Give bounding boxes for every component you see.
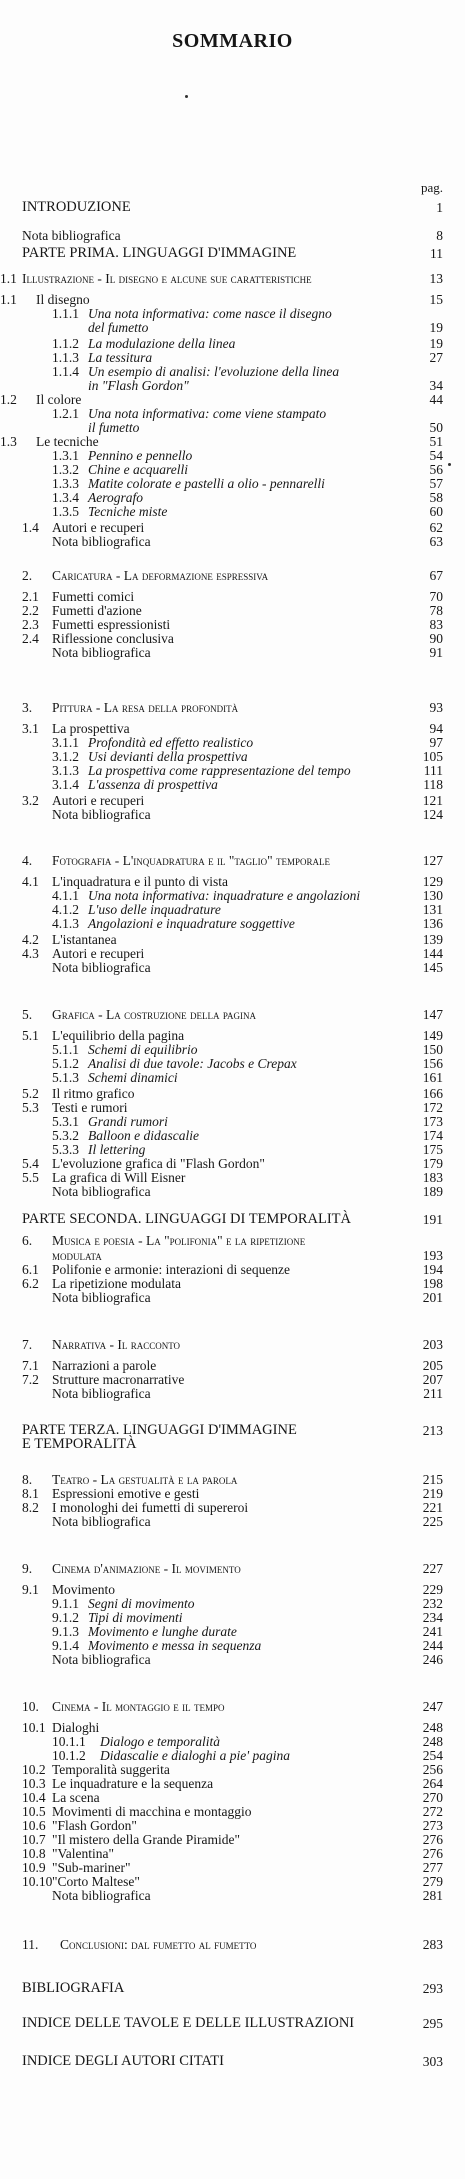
toc-entry-page: 191: [422, 1212, 443, 1227]
toc-entry-page: 111: [423, 763, 443, 778]
toc-entry-number: 1.3.2: [52, 462, 79, 477]
toc-entry-page: 303: [422, 2054, 443, 2069]
toc-entry-title: Nota bibliografica: [22, 228, 121, 243]
toc-entry-page: 121: [422, 793, 443, 808]
toc-entry-title: I monologhi dei fumetti di supereroi: [52, 1500, 249, 1515]
toc-entry-number: 3.1.3: [52, 763, 79, 778]
toc-entry-title: Pennino e pennello: [88, 448, 193, 463]
toc-entry-number: 1.1.4: [52, 364, 79, 379]
toc-entry-title: Narrativa - Il racconto: [52, 1337, 181, 1352]
toc-entry-number: 3.1.4: [52, 777, 79, 792]
toc-entry-title: L'istantanea: [52, 932, 117, 947]
toc-entry-title: Balloon e didascalie: [88, 1128, 199, 1143]
toc-entry-page: 136: [422, 916, 443, 931]
toc-entry-title: Temporalità suggerita: [52, 1762, 170, 1777]
toc-entry-title: Le tecniche: [36, 434, 99, 449]
toc-entry-page: 225: [422, 1514, 443, 1529]
toc-entry-number: 1.1.2: [52, 336, 79, 351]
toc-entry-page: 83: [429, 617, 443, 632]
toc-entry-page: 193: [422, 1248, 443, 1263]
toc-entry-number: 10.4: [22, 1790, 46, 1805]
toc-entry-number: 9.1.1: [52, 1596, 79, 1611]
toc-entry-title: Teatro - La gestualità e la parola: [52, 1472, 238, 1487]
toc-entry-title: Caricatura - La deformazione espressiva: [52, 568, 269, 583]
toc-entry-title: L'evoluzione grafica di "Flash Gordon": [52, 1156, 265, 1171]
toc-entry-title: Didascalie e dialoghi a pie' pagina: [100, 1748, 290, 1763]
toc-entry-page: 51: [429, 434, 443, 449]
toc-entry-title: BIBLIOGRAFIA: [22, 1980, 125, 1996]
toc-entry-title: INTRODUZIONE: [22, 199, 131, 215]
toc-entry-page: 175: [422, 1142, 443, 1157]
toc-entry-number: 5.1: [22, 1028, 39, 1043]
toc-entry-page: 166: [422, 1086, 443, 1101]
toc-entry-title: La prospettiva come rappresentazione del tempo: [88, 763, 351, 778]
toc-entry-title: Nota bibliografica: [52, 1652, 151, 1667]
toc-entry-number: 2.: [22, 568, 33, 583]
toc-entry-title: Testi e rumori: [52, 1100, 128, 1115]
toc-entry-title: "Corto Maltese": [52, 1874, 140, 1889]
toc-entry-number: 6.2: [22, 1276, 39, 1291]
toc-entry-number: 4.: [22, 853, 33, 868]
toc-entry-page: 19: [429, 336, 443, 351]
toc-entry-number: 1.1: [0, 292, 17, 307]
toc-entry-page: 248: [422, 1720, 443, 1735]
toc-entry-page: 131: [422, 902, 443, 917]
toc-entry-page: 234: [422, 1610, 443, 1625]
toc-entry-page: 1: [436, 200, 443, 215]
toc-entry-number: 10.10: [22, 1874, 53, 1889]
toc-entry-title: Movimento e lunghe durate: [88, 1624, 237, 1639]
toc-entry-number: 1.3.4: [52, 490, 79, 505]
toc-entry-title: "Il mistero della Grande Piramide": [52, 1832, 240, 1847]
toc-entry-number: 9.1.3: [52, 1624, 79, 1639]
toc-entry-number: 10.9: [22, 1860, 46, 1875]
toc-entry-title: PARTE TERZA. LINGUAGGI D'IMMAGINE: [22, 1422, 297, 1438]
toc-entry-page: 13: [429, 271, 443, 286]
toc-entry-number: 3.: [22, 700, 33, 715]
toc-entry-number: 2.3: [22, 617, 39, 632]
toc-entry-title: "Flash Gordon": [52, 1818, 137, 1833]
toc-entry-number: 10.2: [22, 1762, 46, 1777]
toc-entry-number: 5.: [22, 1007, 33, 1022]
toc-entry-page: 179: [422, 1156, 443, 1171]
toc-entry-title: Nota bibliografica: [52, 960, 151, 975]
toc-entry-number: 9.1.4: [52, 1638, 79, 1653]
toc-entry-page: 27: [429, 350, 443, 365]
toc-entry-number: 1.3.3: [52, 476, 79, 491]
toc-entry-title: Illustrazione - Il disegno e alcune sue caratteristiche: [22, 271, 312, 286]
toc-entry-number: 10.5: [22, 1804, 46, 1819]
toc-entry-number: 10.8: [22, 1846, 46, 1861]
toc-entry-page: 211: [423, 1386, 443, 1401]
toc-entry-page: 156: [422, 1056, 443, 1071]
toc-entry-title: Una nota informativa: come nasce il disegno: [88, 306, 332, 321]
toc-entry-title: La prospettiva: [52, 721, 130, 736]
toc-entry-title: La scena: [52, 1790, 100, 1805]
toc-entry-page: 150: [422, 1042, 443, 1057]
toc-entry-number: 3.1: [22, 721, 39, 736]
toc-entry-title: La tessitura: [88, 350, 153, 365]
toc-entry-page: 207: [422, 1372, 443, 1387]
toc-entry-number: 5.1.3: [52, 1070, 79, 1085]
toc-entry-number: 3.2: [22, 793, 39, 808]
toc-entry-title: Nota bibliografica: [52, 1514, 151, 1529]
toc-entry-number: 9.: [22, 1561, 33, 1576]
toc-entry-number: 1.1: [0, 271, 17, 286]
toc-entry-title: Nota bibliografica: [52, 1184, 151, 1199]
toc-entry-number: 4.1.2: [52, 902, 79, 917]
toc-entry-page: 264: [422, 1776, 443, 1791]
toc-entry-title: Nota bibliografica: [52, 534, 151, 549]
toc-entry-title: Tecniche miste: [88, 504, 168, 519]
toc-entry-number: 2.2: [22, 603, 39, 618]
page-column-label: pag.: [420, 180, 443, 195]
toc-entry-title: Riflessione conclusiva: [52, 631, 174, 646]
toc-entry-title: PARTE PRIMA. LINGUAGGI D'IMMAGINE: [22, 245, 297, 261]
toc-entry-number: 1.3: [0, 434, 17, 449]
toc-entry-title: Il lettering: [88, 1142, 146, 1157]
toc-entry-number: 1.2: [0, 392, 17, 407]
toc-entry-page: 19: [429, 320, 443, 335]
toc-entry-number: 11.: [22, 1937, 39, 1952]
toc-entry-page: 50: [429, 420, 443, 435]
toc-entry-title: Dialogo e temporalità: [100, 1734, 220, 1749]
toc-entry-title: Autori e recuperi: [52, 946, 145, 961]
toc-entry-number: 10.6: [22, 1818, 46, 1833]
toc-entry-page: 198: [422, 1276, 443, 1291]
toc-entry-page: 254: [422, 1748, 443, 1763]
toc-entry-title: Profondità ed effetto realistico: [88, 735, 254, 750]
toc-entry-title: Nota bibliografica: [52, 645, 151, 660]
toc-entry-title: Autori e recuperi: [52, 520, 145, 535]
toc-entry-page: 78: [429, 603, 443, 618]
toc-entry-number: 5.3.3: [52, 1142, 79, 1157]
toc-entry-number: 9.1: [22, 1582, 39, 1597]
toc-entry-number: 1.4: [22, 520, 39, 535]
toc-entry-number: 1.2.1: [52, 406, 79, 421]
toc-entry-page: 145: [422, 960, 443, 975]
toc-entry-title: "Valentina": [52, 1846, 115, 1861]
toc-entry-title: Una nota informativa: inquadrature e angolazioni: [88, 888, 361, 903]
toc-entry-number: 4.1.3: [52, 916, 79, 931]
toc-entry-title: E TEMPORALITÀ: [22, 1436, 137, 1452]
toc-entry-number: 8.1: [22, 1486, 39, 1501]
toc-entry-number: 10.7: [22, 1832, 46, 1847]
toc-entry-title: Angolazioni e inquadrature soggettive: [88, 916, 295, 931]
toc-entry-number: 4.3: [22, 946, 39, 961]
toc-entry-page: 205: [422, 1358, 443, 1373]
toc-entry-page: 58: [429, 490, 443, 505]
toc-entry-number: 3.1.2: [52, 749, 79, 764]
toc-entry-page: 201: [422, 1290, 443, 1305]
toc-entry-page: 229: [422, 1582, 443, 1597]
toc-entry-page: 97: [429, 735, 443, 750]
toc-entry-number: 7.2: [22, 1372, 39, 1387]
toc-entry-page: 147: [422, 1007, 443, 1022]
toc-entry-page: 60: [429, 504, 443, 519]
toc-entry-page: 173: [422, 1114, 443, 1129]
toc-entry-page: 232: [422, 1596, 443, 1611]
toc-entry-title: Aerografo: [88, 490, 143, 505]
toc-entry-page: 129: [422, 874, 443, 889]
toc-entry-page: 54: [429, 448, 443, 463]
toc-entry-title: Tipi di movimenti: [88, 1610, 183, 1625]
toc-entry-title: Le inquadrature e la sequenza: [52, 1776, 214, 1791]
toc-entry-number: 10.1: [22, 1720, 46, 1735]
toc-entry-title: Autori e recuperi: [52, 793, 145, 808]
toc-entry-page: 11: [430, 246, 443, 261]
toc-entry-page: 8: [436, 228, 443, 243]
toc-entry-number: 1.1.3: [52, 350, 79, 365]
toc-entry-page: 90: [429, 631, 443, 646]
toc-entry-page: 63: [429, 534, 443, 549]
toc-entry-title: Fotografia - L'inquadratura e il "taglio" temporale: [52, 853, 331, 868]
toc-entry-number: 5.3: [22, 1100, 39, 1115]
toc-entry-page: 256: [422, 1762, 443, 1777]
toc-entry-title: Conclusioni: dal fumetto al fumetto: [60, 1937, 257, 1952]
toc-entry-number: 5.4: [22, 1156, 39, 1171]
toc-entry-page: 91: [429, 645, 443, 660]
toc-entry-number: 5.2: [22, 1086, 39, 1101]
toc-entry-title: INDICE DEGLI AUTORI CITATI: [22, 2053, 224, 2069]
toc-entry-number: 10.1.2: [52, 1748, 86, 1763]
toc-entry-title: Fumetti comici: [52, 589, 135, 604]
toc-entry-page: 149: [422, 1028, 443, 1043]
toc-entry-number: 4.1.1: [52, 888, 79, 903]
toc-entry-title: PARTE SECONDA. LINGUAGGI DI TEMPORALITÀ: [22, 1211, 352, 1227]
toc-entry-title: Grandi rumori: [88, 1114, 168, 1129]
toc-entry-title: La ripetizione modulata: [52, 1276, 181, 1291]
toc-entry-number: 2.1: [22, 589, 39, 604]
toc-entry-number: 7.1: [22, 1358, 39, 1373]
toc-entry-title: Il ritmo grafico: [52, 1086, 135, 1101]
toc-entry-page: 279: [422, 1874, 443, 1889]
toc-entry-title: Polifonie e armonie: interazioni di sequenze: [52, 1262, 291, 1277]
toc-entry-title: Nota bibliografica: [52, 1888, 151, 1903]
toc-entry-page: 221: [422, 1500, 443, 1515]
toc-entry-page: 295: [422, 2016, 443, 2031]
toc-entry-title: Schemi dinamici: [88, 1070, 178, 1085]
toc-entry-title: Analisi di due tavole: Jacobs e Crepax: [88, 1056, 297, 1071]
toc-entry-title: Chine e acquarelli: [88, 462, 188, 477]
toc-entry-page: 161: [422, 1070, 443, 1085]
toc-entry-page: 272: [422, 1804, 443, 1819]
toc-entry-number: 6.1: [22, 1262, 39, 1277]
toc-entry-title: Nota bibliografica: [52, 1386, 151, 1401]
stray-dot: [448, 463, 451, 466]
toc-entry-number: 10.3: [22, 1776, 46, 1791]
toc-entry-title: Cinema - Il montaggio e il tempo: [52, 1699, 225, 1714]
toc-entry-title: Fumetti espressionisti: [52, 617, 171, 632]
toc-entry-title: Espressioni emotive e gesti: [52, 1486, 200, 1501]
toc-entry-title: Una nota informativa: come viene stampato: [88, 406, 327, 421]
toc-entry-page: 93: [429, 700, 443, 715]
toc-entry-title: Pittura - La resa della profondità: [52, 700, 239, 715]
toc-entry-number: 1.3.1: [52, 448, 79, 463]
toc-entry-title: L'inquadratura e il punto di vista: [52, 874, 229, 889]
toc-entry-page: 248: [422, 1734, 443, 1749]
toc-entry-page: 44: [429, 392, 443, 407]
toc-entry-title: Un esempio di analisi: l'evoluzione della linea: [88, 364, 340, 379]
toc-entry-page: 213: [422, 1423, 443, 1438]
toc-entry-page: 276: [422, 1832, 443, 1847]
toc-entry-page: 172: [422, 1100, 443, 1115]
toc-entry-number: 6.: [22, 1233, 33, 1248]
toc-entry-title: Movimento e messa in sequenza: [88, 1638, 262, 1653]
toc-entry-title: L'equilibrio della pagina: [52, 1028, 185, 1043]
toc-entry-title: Il disegno: [36, 292, 90, 307]
toc-entry-title: Schemi di equilibrio: [88, 1042, 198, 1057]
toc-entry-page: 94: [429, 721, 443, 736]
toc-entry-title: Matite colorate e pastelli a olio - pennarelli: [88, 476, 325, 491]
toc-entry-page: 105: [422, 749, 443, 764]
toc-entry-page: 247: [422, 1699, 443, 1714]
page-title: SOMMARIO: [172, 30, 293, 52]
toc-entry-number: 9.1.2: [52, 1610, 79, 1625]
toc-entry-page: 273: [422, 1818, 443, 1833]
toc-entry-title: Movimento: [52, 1582, 115, 1597]
toc-entry-number: 5.3.1: [52, 1114, 79, 1129]
toc-entry-number: 8.2: [22, 1500, 39, 1515]
toc-entry-number: 5.1.2: [52, 1056, 79, 1071]
toc-entry-title: del fumetto: [88, 320, 149, 335]
toc-entry-title: La modulazione della linea: [88, 336, 236, 351]
toc-entry-number: 2.4: [22, 631, 39, 646]
toc-entry-number: 4.2: [22, 932, 39, 947]
toc-entry-page: 241: [422, 1624, 443, 1639]
toc-entry-title: Nota bibliografica: [52, 807, 151, 822]
toc-entry-page: 62: [429, 520, 443, 535]
toc-entry-page: 70: [429, 589, 443, 604]
toc-entry-title: "Sub-mariner": [52, 1860, 131, 1875]
toc-entry-page: 67: [429, 568, 443, 583]
toc-entry-page: 183: [422, 1170, 443, 1185]
toc-entry-page: 127: [422, 853, 443, 868]
toc-entry-page: 56: [429, 462, 443, 477]
toc-entry-page: 144: [422, 946, 443, 961]
toc-entry-title: Cinema d'animazione - Il movimento: [52, 1561, 241, 1576]
toc-entry-page: 270: [422, 1790, 443, 1805]
toc-entry-number: 4.1: [22, 874, 39, 889]
toc-entry-title: INDICE DELLE TAVOLE E DELLE ILLUSTRAZIONI: [22, 2015, 355, 2031]
toc-entry-page: 124: [422, 807, 443, 822]
toc-entry-page: 244: [422, 1638, 443, 1653]
toc-entry-page: 194: [422, 1262, 443, 1277]
toc-entry-title: Narrazioni a parole: [52, 1358, 157, 1373]
toc-entry-title: Musica e poesia - La "polifonia" e la ripetizione: [52, 1233, 306, 1248]
toc-entry-page: 189: [422, 1184, 443, 1199]
toc-entry-number: 7.: [22, 1337, 33, 1352]
toc-entry-page: 219: [422, 1486, 443, 1501]
toc-entry-title: modulata: [52, 1248, 102, 1263]
toc-entry-title: Nota bibliografica: [52, 1290, 151, 1305]
toc-entry-page: 276: [422, 1846, 443, 1861]
toc-entry-title: Dialoghi: [52, 1720, 100, 1735]
toc-entry-page: 174: [422, 1128, 443, 1143]
toc-entry-title: in "Flash Gordon": [88, 378, 189, 393]
toc-entry-page: 15: [429, 292, 443, 307]
toc-entry-title: Grafica - La costruzione della pagina: [52, 1007, 257, 1022]
toc-entry-title: il fumetto: [88, 420, 140, 435]
toc-entry-page: 227: [422, 1561, 443, 1576]
toc-entry-number: 1.1.1: [52, 306, 79, 321]
toc-entry-title: Segni di movimento: [88, 1596, 195, 1611]
toc-entry-page: 34: [429, 378, 443, 393]
toc-entry-page: 57: [429, 476, 443, 491]
toc-entry-number: 8.: [22, 1472, 33, 1487]
toc-entry-page: 283: [422, 1937, 443, 1952]
toc-entry-number: 5.3.2: [52, 1128, 79, 1143]
toc-entry-title: La grafica di Will Eisner: [52, 1170, 186, 1185]
toc-entry-page: 281: [422, 1888, 443, 1903]
toc-entry-page: 293: [422, 1981, 443, 1996]
toc-entry-number: 10.1.1: [52, 1734, 86, 1749]
toc-entry-page: 139: [422, 932, 443, 947]
toc-entry-title: L'uso delle inquadrature: [88, 902, 221, 917]
toc-entry-page: 277: [422, 1860, 443, 1875]
toc-entry-number: 5.1.1: [52, 1042, 79, 1057]
toc-entry-number: 10.: [22, 1699, 39, 1714]
toc-entry-page: 215: [422, 1472, 443, 1487]
toc-entry-number: 5.5: [22, 1170, 39, 1185]
toc-entry-page: 130: [422, 888, 443, 903]
toc-entry-title: Usi devianti della prospettiva: [88, 749, 248, 764]
stray-dot: [185, 95, 188, 98]
toc-entry-page: 246: [422, 1652, 443, 1667]
toc-entry-title: Strutture macronarrative: [52, 1372, 185, 1387]
toc-entry-title: Fumetti d'azione: [52, 603, 142, 618]
toc-entry-number: 1.3.5: [52, 504, 79, 519]
toc-entry-page: 203: [422, 1337, 443, 1352]
toc-entry-title: Movimenti di macchina e montaggio: [52, 1804, 252, 1819]
toc-entry-title: Il colore: [36, 392, 82, 407]
toc-entry-title: L'assenza di prospettiva: [88, 777, 218, 792]
toc-entry-number: 3.1.1: [52, 735, 79, 750]
toc-entry-page: 118: [423, 777, 443, 792]
